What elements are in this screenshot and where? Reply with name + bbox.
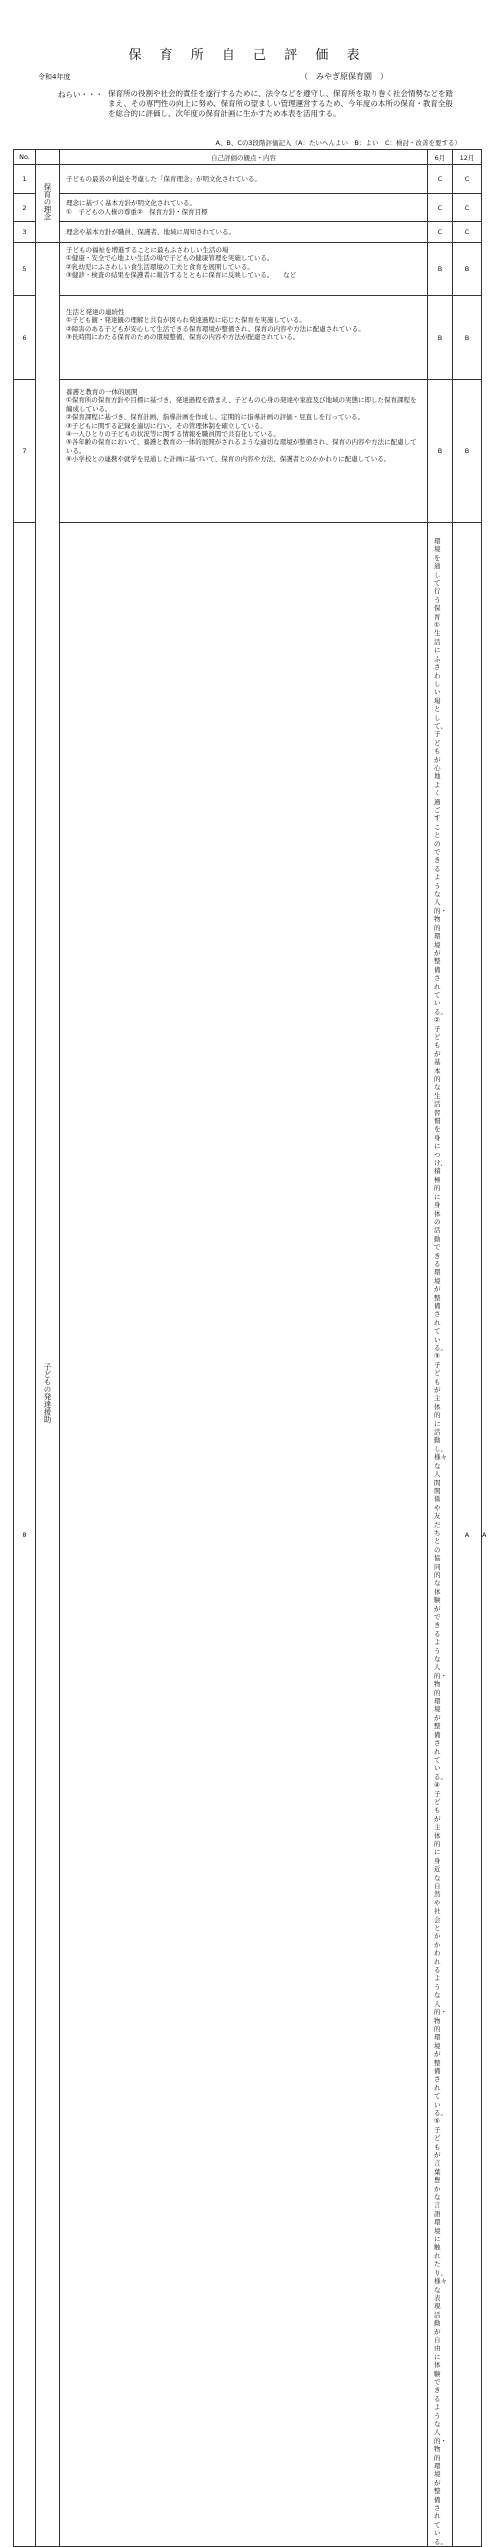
content-line: 生活と発達の連続性: [66, 308, 125, 316]
content-line: ③子どもに関する記録を適切に行い、その管理体制を確立している。: [66, 421, 267, 430]
row-no: 6: [14, 296, 36, 380]
content-line: ① 子どもの人権の尊重② 保育方針・保育目標: [66, 207, 208, 216]
content-line: ①健康・安全で心地よい生活の場で子どもの健康管理を実施している。: [66, 254, 274, 263]
row-no: 8: [14, 523, 36, 2547]
rating-june: B: [428, 380, 453, 523]
rating-december: C: [453, 165, 482, 194]
rating-june: C: [428, 194, 453, 222]
content-line: ③長時間にわたる保育のための環境整備、保育の内容や方法が配慮されている。: [66, 333, 300, 342]
header-category: [36, 150, 60, 165]
rating-december: C: [453, 222, 482, 243]
table-row: [14, 296, 482, 380]
organization-name: （ みやぎ原保育園 ）: [300, 72, 388, 81]
row-no: 2: [14, 194, 36, 222]
content-line: ①生活にふさわしい場として、子どもが心地よく過ごすことのできるような人的・物的環境が整備されている。: [434, 621, 447, 1016]
header-june: 6月: [428, 150, 453, 165]
content-line: 子どもの最善の利益を考慮した「保育理念」が明文化されている。: [66, 174, 261, 183]
row-content: [60, 380, 428, 523]
rating-legend: A、B、Cの3段階評価記入（A：たいへんよい B：よい C：検討・改善を要する）: [215, 139, 461, 147]
row-content: [60, 222, 428, 243]
content-line: ⑤子どもが言葉豊かな言語環境に触れたり、様々な表現活動が自由に体験できるような人的・物的環境が整備されている。: [434, 2117, 447, 2546]
content-line: ①子ども観・発達観の理解と共有が図られ発達過程に応じた保育を実施している。: [66, 316, 306, 325]
rating-december: C: [453, 194, 482, 222]
content-line: 理念や基本方針が職員、保護者、地域に周知されている。: [66, 227, 235, 236]
row-no: 7: [14, 380, 36, 523]
content-line: ②保育課程に基づき、保育計画、指導計画を作成し、定期的に指導計画の評価・見直しを行っている。: [66, 413, 365, 422]
content-line: ③子どもが主体的に活動し、様々な人間関係や友だちとの協同的な体験ができるような人的・物的環境が整備されている。: [434, 1352, 447, 1781]
content-line: ①保育所の保育方針や目標に基づき、発達過程を踏まえ、子どもの心身の発達や家庭及び地域の実態に即した保育課程を編成している。: [66, 396, 417, 413]
content-line: ⑤各年齢の保育において、養護と教育の一体的展開がされるような適切な環境が整備され、保育の内容や方法に配慮している。: [66, 438, 417, 455]
row-content: [60, 194, 428, 222]
rating-december: B: [453, 296, 482, 380]
table-row: [14, 165, 482, 194]
table-row: 8 環境を通して行う保育 ①生活にふさわしい場として、子どもが心地よく過ごすことのできるような人的・物的環境が整備されている。 ②子どもが基本的な生活習慣を身につけ、積極的に身体の活動できる環境が整備されている。 ③子どもが主体的に活動し、様々な人間関係や友だちとの協同的な体験ができるような人的・物的環境が整備されている。 ④子どもが主体的に身近な自然や社会とかかわれるような人的・物的環境が整備されている。 ⑤子どもが言葉豊かな言語環境に触れたり、様々な表現活動が自由に体験できるような人的・物的環境が整備されている。 A A: [14, 523, 482, 2547]
evaluation-table: [13, 149, 487, 2547]
content-line: 環境を通して行う保育: [434, 537, 441, 621]
rating-june: B: [428, 243, 453, 296]
row-content: [60, 165, 428, 194]
header-row: [14, 150, 482, 165]
page-title: 保 育 所 自 己 評 価 表: [128, 48, 367, 63]
rating-june: B: [428, 296, 453, 380]
content-line: ④子どもが主体的に身近な自然や社会とかかわれるような人的・物的環境が整備されている。: [434, 1781, 447, 2117]
category-hattatsu: [36, 243, 60, 2547]
content-line: ③健診・検査の結果を保護者に報告するとともに保育に反映している。 など: [66, 271, 297, 280]
content-line: ②子どもが基本的な生活習慣を身につけ、積極的に身体の活動できる環境が整備されている。: [434, 1016, 447, 1352]
aim-label: ねらい・・・: [58, 90, 103, 99]
rating-june: A: [453, 523, 482, 2547]
row-content: [428, 523, 453, 2547]
row-content: [60, 243, 428, 296]
row-no: 5: [14, 243, 36, 296]
table-row: [14, 243, 482, 296]
content-line: ②乳幼児にふさわしい食生活環境の工夫と食育を展開している。: [66, 262, 254, 271]
rating-june: C: [428, 165, 453, 194]
content-line: ④一人ひとりの子どもの状況等に関する情報を職員間で共有化している。: [66, 430, 280, 439]
header-no: No.: [14, 150, 36, 165]
row-no: 3: [14, 222, 36, 243]
table-row: [14, 194, 482, 222]
row-content: [60, 296, 428, 380]
table-row: [14, 380, 482, 523]
content-line: ⑥小学校との連携や就学を見通した計画に基づいて、保育の内容や方法、保護者とのかかわりに配慮している。: [66, 455, 391, 464]
category-label: 子どもの発達援助: [43, 1363, 52, 1424]
rating-december: B: [453, 243, 482, 296]
content-line: 理念に基づく基本方針が明文化されている。: [66, 199, 196, 208]
table-row: [14, 222, 482, 243]
category-empty: [60, 523, 428, 2547]
content-line: 養護と教育の一体的展開: [66, 388, 138, 396]
fiscal-year: 令和4年度: [38, 73, 71, 81]
rating-december: B: [453, 380, 482, 523]
rating-june: C: [428, 222, 453, 243]
content-line: 子どもの福祉を増進することに最もふさわしい生活の場: [66, 246, 229, 254]
content-line: ②障害のある子どもが安心して生活できる保育環境が整備され、保育の内容や方法に配慮されている。: [66, 324, 365, 333]
category-rinen: [36, 165, 60, 243]
aim-text: 保育所の役割や社会的責任を遂行するために、法令などを遵守し、保育所を取り巻く社会情勢などを踏まえ、その専門性の向上に努め、保育所の望ましい管理運営するため、今年度の本所の保育・教育全般を総合的に評価し、次年度の保育計画に生かすため本表を活用する。: [108, 89, 453, 118]
header-december: 12月: [453, 150, 482, 165]
header-item: 自己評価の観点・内容: [60, 150, 428, 165]
row-no: 1: [14, 165, 36, 194]
category-label: 保育の理念: [43, 183, 52, 221]
